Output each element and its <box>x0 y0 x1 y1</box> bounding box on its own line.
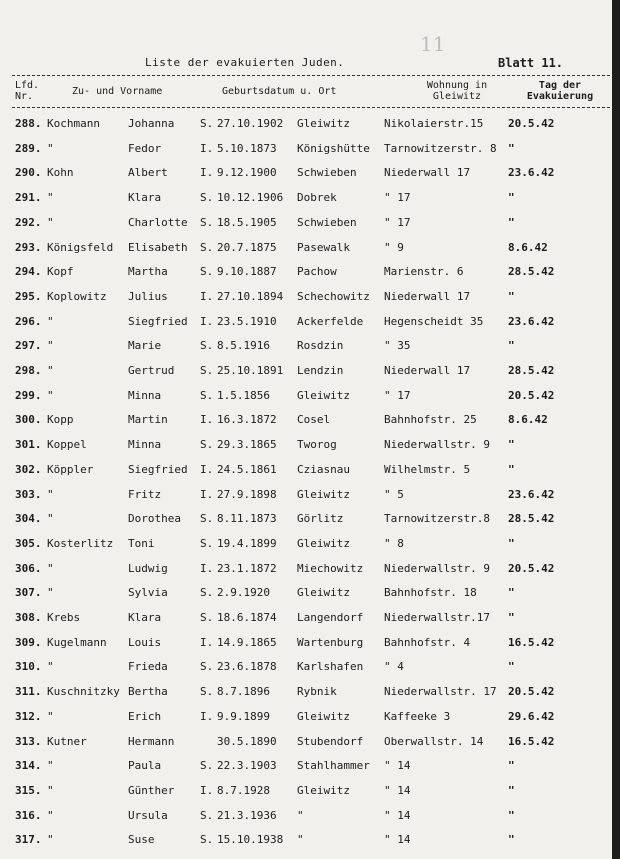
birth-date: 16.3.1872 <box>217 413 277 427</box>
entry-number: 313. <box>15 734 42 748</box>
first-name: Bertha <box>128 685 168 699</box>
entry-number: 302. <box>15 462 42 476</box>
first-name: Marie <box>128 339 162 353</box>
address: Bahnhofstr. 25 <box>384 413 477 427</box>
first-name: Elisabeth <box>128 240 188 254</box>
table-row <box>0 537 612 561</box>
table-row <box>0 191 612 215</box>
birth-place: Görlitz <box>297 512 344 526</box>
religion-mark: S. <box>200 339 214 353</box>
birth-date: 10.12.1906 <box>217 191 284 205</box>
religion-mark: I. <box>200 166 214 180</box>
religion-mark: S. <box>200 215 214 229</box>
first-name: Suse <box>128 833 155 847</box>
birth-place: Cosel <box>297 413 331 427</box>
address: Niederwall 17 <box>384 166 471 180</box>
entry-number: 317. <box>15 833 42 847</box>
entry-number: 315. <box>15 783 42 797</box>
entry-number: 316. <box>15 808 42 822</box>
header-lfd-line2: Nr. <box>15 91 34 102</box>
birth-date: 8.7.1928 <box>217 783 270 797</box>
birth-date: 8.7.1896 <box>217 685 270 699</box>
evacuation-date: 20.5.42 <box>508 685 555 699</box>
evacuation-date: 8.6.42 <box>508 240 548 254</box>
birth-place: Langendorf <box>297 611 364 624</box>
evacuation-date: 28.5.42 <box>508 512 555 526</box>
birth-date: 19.4.1899 <box>217 536 277 550</box>
evacuation-date: " <box>508 339 515 353</box>
birth-date: 15.10.1938 <box>217 833 284 847</box>
table-row <box>0 364 612 388</box>
surname: " <box>47 808 54 822</box>
entry-number: 296. <box>15 314 42 328</box>
evacuation-date: " <box>508 289 515 303</box>
table-row <box>0 685 612 709</box>
evacuation-date: " <box>508 660 515 674</box>
address: Marienstr. 6 <box>384 265 464 279</box>
surname: " <box>47 833 54 847</box>
surname: " <box>47 314 54 328</box>
surname: Kosterlitz <box>47 536 114 550</box>
birth-place: Gleiwitz <box>297 709 350 723</box>
header-address <box>412 80 502 102</box>
evacuation-date: " <box>508 462 515 476</box>
birth-place: Lendzin <box>297 364 344 377</box>
birth-place: Rybnik <box>297 685 337 699</box>
evacuation-date: " <box>508 215 515 229</box>
entry-number: 294. <box>15 265 42 279</box>
birth-date: 27.10.1894 <box>217 289 284 303</box>
header-name: Zu- und Vorname <box>72 86 163 97</box>
religion-mark: S. <box>200 438 214 452</box>
birth-place: Gleiwitz <box>297 117 350 130</box>
entry-number: 306. <box>15 561 42 575</box>
surname: Kutner <box>47 734 87 748</box>
table-row <box>0 611 612 635</box>
birth-date: 9.9.1899 <box>217 709 270 723</box>
religion-mark: S. <box>200 660 214 674</box>
birth-place: Rosdzin <box>297 339 344 353</box>
header-lfd <box>15 80 39 102</box>
surname: Kopf <box>47 265 74 279</box>
surname: " <box>47 339 54 353</box>
surname: " <box>47 709 54 723</box>
evacuation-date: " <box>508 536 515 550</box>
birth-place: Schwieben <box>297 166 357 180</box>
address: " 17 <box>384 191 411 205</box>
birth-date: 9.10.1887 <box>217 265 277 279</box>
table-row <box>0 710 612 734</box>
evacuation-date: " <box>508 783 515 797</box>
table-row <box>0 216 612 240</box>
address: Niederwallstr.17 <box>384 611 490 624</box>
surname: " <box>47 660 54 674</box>
birth-date: 24.5.1861 <box>217 462 277 476</box>
religion-mark: S. <box>200 364 214 377</box>
birth-date: 22.3.1903 <box>217 759 277 773</box>
table-row <box>0 586 612 610</box>
birth-date: 2.9.1920 <box>217 586 270 600</box>
address: Bahnhofstr. 4 <box>384 635 471 649</box>
birth-place: " <box>297 808 304 822</box>
birth-date: 21.3.1936 <box>217 808 277 822</box>
address: Nikolaierstr.15 <box>384 117 484 130</box>
header-lfd-line1: Lfd. <box>15 80 40 91</box>
first-name: Sylvia <box>128 586 168 600</box>
header-bottom-rule <box>12 107 610 108</box>
address: " 14 <box>384 833 411 847</box>
table-row <box>0 166 612 190</box>
address: Niederwall 17 <box>384 364 471 377</box>
religion-mark: I. <box>200 462 214 476</box>
first-name: Louis <box>128 635 162 649</box>
surname: " <box>47 512 54 526</box>
first-name: Gertrud <box>128 364 175 377</box>
evacuation-date: " <box>508 141 515 155</box>
birth-date: 8.5.1916 <box>217 339 270 353</box>
evacuation-date: " <box>508 808 515 822</box>
religion-mark: I. <box>200 487 214 501</box>
entry-number: 293. <box>15 240 42 254</box>
surname: " <box>47 364 54 377</box>
birth-date: 27.10.1902 <box>217 117 284 130</box>
birth-date: 23.6.1878 <box>217 660 277 674</box>
birth-date: 9.12.1900 <box>217 166 277 180</box>
first-name: Ludwig <box>128 561 168 575</box>
entry-number: 307. <box>15 586 42 600</box>
table-row <box>0 389 612 413</box>
entry-number: 288. <box>15 117 42 130</box>
birth-date: 30.5.1890 <box>217 734 277 748</box>
first-name: Siegfried <box>128 314 188 328</box>
religion-mark: S. <box>200 240 214 254</box>
table-row <box>0 142 612 166</box>
first-name: Klara <box>128 611 162 624</box>
address: Bahnhofstr. 18 <box>384 586 477 600</box>
religion-mark: I. <box>200 289 214 303</box>
table-row <box>0 512 612 536</box>
surname: " <box>47 191 54 205</box>
address: " 9 <box>384 240 404 254</box>
birth-place: Stubendorf <box>297 734 364 748</box>
religion-mark: S. <box>200 512 214 526</box>
surname: Kochmann <box>47 117 100 130</box>
header-date <box>514 80 606 102</box>
birth-place: Königshütte <box>297 141 370 155</box>
religion-mark: S. <box>200 536 214 550</box>
address: " 8 <box>384 536 404 550</box>
evacuation-date: 8.6.42 <box>508 413 548 427</box>
evacuation-date: 23.6.42 <box>508 487 555 501</box>
birth-place: Tworog <box>297 438 337 452</box>
entry-number: 305. <box>15 536 42 550</box>
pencil-mark: 11 <box>420 32 446 56</box>
first-name: Martha <box>128 265 168 279</box>
birth-place: Wartenburg <box>297 635 364 649</box>
address: " 14 <box>384 759 411 773</box>
entry-number: 300. <box>15 413 42 427</box>
entry-number: 310. <box>15 660 42 674</box>
evacuation-date: " <box>508 586 515 600</box>
entry-number: 311. <box>15 685 42 699</box>
table-row <box>0 339 612 363</box>
surname: Kuschnitzky <box>47 685 120 699</box>
surname: Kopp <box>47 413 74 427</box>
evacuation-date: 29.6.42 <box>508 709 555 723</box>
birth-place: Schechowitz <box>297 289 370 303</box>
evacuation-date: " <box>508 191 515 205</box>
surname: Köppler <box>47 462 94 476</box>
first-name: Dorothea <box>128 512 181 526</box>
address: Hegenscheidt 35 <box>384 314 484 328</box>
birth-date: 18.5.1905 <box>217 215 277 229</box>
religion-mark: S. <box>200 586 214 600</box>
header-date-line1: Tag der <box>538 80 582 91</box>
birth-place: Ackerfelde <box>297 314 364 328</box>
address: Oberwallstr. 14 <box>384 734 484 748</box>
religion-mark: I. <box>200 783 214 797</box>
address: " 14 <box>384 808 411 822</box>
header-address-line2: Gleiwitz <box>432 91 482 102</box>
scan-edge <box>612 0 620 859</box>
birth-date: 23.5.1910 <box>217 314 277 328</box>
address: Kaffeeke 3 <box>384 709 451 723</box>
birth-date: 1.5.1856 <box>217 388 270 402</box>
entry-number: 303. <box>15 487 42 501</box>
evacuation-date: " <box>508 833 515 847</box>
table-row <box>0 438 612 462</box>
address: " 14 <box>384 783 411 797</box>
birth-place: Cziasnau <box>297 462 350 476</box>
religion-mark: S. <box>200 191 214 205</box>
table-row <box>0 315 612 339</box>
surname: " <box>47 783 54 797</box>
table-row <box>0 759 612 783</box>
table-row <box>0 413 612 437</box>
birth-date: 8.11.1873 <box>217 512 277 526</box>
table-row <box>0 117 612 141</box>
birth-date: 29.3.1865 <box>217 438 277 452</box>
evacuation-date: 28.5.42 <box>508 265 555 279</box>
entry-number: 297. <box>15 339 42 353</box>
birth-place: Schwieben <box>297 215 357 229</box>
entry-number: 299. <box>15 388 42 402</box>
document-title: Liste der evakuierten Juden. <box>145 56 345 69</box>
first-name: Johanna <box>128 117 175 130</box>
religion-mark: S. <box>200 685 214 699</box>
entry-number: 301. <box>15 438 42 452</box>
first-name: Fritz <box>128 487 162 501</box>
religion-mark: S. <box>200 388 214 402</box>
surname: " <box>47 561 54 575</box>
religion-mark: I. <box>200 141 214 155</box>
first-name: Minna <box>128 388 162 402</box>
first-name: Klara <box>128 191 162 205</box>
evacuation-date: 20.5.42 <box>508 561 555 575</box>
birth-place: Gleiwitz <box>297 536 350 550</box>
birth-date: 20.7.1875 <box>217 240 277 254</box>
birth-place: Stahlhammer <box>297 759 370 773</box>
surname: Koppel <box>47 438 87 452</box>
table-row <box>0 660 612 684</box>
entry-number: 291. <box>15 191 42 205</box>
first-name: Hermann <box>128 734 175 748</box>
religion-mark: I. <box>200 413 214 427</box>
table-row <box>0 241 612 265</box>
first-name: Julius <box>128 289 168 303</box>
entry-number: 304. <box>15 512 42 526</box>
table-row <box>0 488 612 512</box>
religion-mark: I. <box>200 635 214 649</box>
address: Wilhelmstr. 5 <box>384 462 471 476</box>
address: Niederwallstr. 9 <box>384 561 490 575</box>
birth-place: Gleiwitz <box>297 586 350 600</box>
religion-mark: S. <box>200 265 214 279</box>
table-row <box>0 463 612 487</box>
surname: " <box>47 141 54 155</box>
evacuation-date: " <box>508 759 515 773</box>
birth-date: 5.10.1873 <box>217 141 277 155</box>
surname: Koplowitz <box>47 289 107 303</box>
religion-mark: I. <box>200 561 214 575</box>
table-row <box>0 265 612 289</box>
first-name: Charlotte <box>128 215 188 229</box>
birth-place: Pachow <box>297 265 337 279</box>
table-row <box>0 290 612 314</box>
surname: Königsfeld <box>47 240 114 254</box>
first-name: Minna <box>128 438 162 452</box>
birth-date: 27.9.1898 <box>217 487 277 501</box>
address: Tarnowitzerstr.8 <box>384 512 490 526</box>
table-row <box>0 784 612 808</box>
religion-mark: S. <box>200 759 214 773</box>
evacuation-date: 28.5.42 <box>508 364 555 377</box>
evacuation-date: 20.5.42 <box>508 117 555 130</box>
address: " 4 <box>384 660 404 674</box>
first-name: Martin <box>128 413 168 427</box>
entry-number: 309. <box>15 635 42 649</box>
table-row <box>0 809 612 833</box>
header-address-line1: Wohnung in <box>426 80 488 91</box>
address: Niederwall 17 <box>384 289 471 303</box>
evacuation-date: 23.6.42 <box>508 314 555 328</box>
evacuation-date: 16.5.42 <box>508 635 555 649</box>
table-row <box>0 636 612 660</box>
birth-place: Gleiwitz <box>297 487 350 501</box>
address: Niederwallstr. 17 <box>384 685 497 699</box>
entry-number: 292. <box>15 215 42 229</box>
birth-place: " <box>297 833 304 847</box>
religion-mark: S. <box>200 833 214 847</box>
evacuation-date: 20.5.42 <box>508 388 555 402</box>
sheet-number: Blatt 11. <box>498 56 564 70</box>
surname: Kohn <box>47 166 74 180</box>
surname: Krebs <box>47 611 81 624</box>
surname: " <box>47 388 54 402</box>
address: " 17 <box>384 215 411 229</box>
entry-number: 308. <box>15 611 42 624</box>
birth-date: 14.9.1865 <box>217 635 277 649</box>
first-name: Ursula <box>128 808 168 822</box>
first-name: Erich <box>128 709 162 723</box>
birth-place: Gleiwitz <box>297 783 350 797</box>
entry-number: 290. <box>15 166 42 180</box>
evacuation-date: " <box>508 611 515 624</box>
birth-place: Gleiwitz <box>297 388 350 402</box>
address: " 5 <box>384 487 404 501</box>
entry-number: 298. <box>15 364 42 377</box>
birth-date: 25.10.1891 <box>217 364 284 377</box>
birth-date: 23.1.1872 <box>217 561 277 575</box>
first-name: Frieda <box>128 660 168 674</box>
address: Tarnowitzerstr. 8 <box>384 141 497 155</box>
entry-number: 289. <box>15 141 42 155</box>
birth-place: Miechowitz <box>297 561 364 575</box>
first-name: Albert <box>128 166 168 180</box>
birth-date: 18.6.1874 <box>217 611 277 624</box>
religion-mark: S. <box>200 611 214 624</box>
first-name: Fedor <box>128 141 162 155</box>
table-row <box>0 833 612 857</box>
evacuation-date: 23.6.42 <box>508 166 555 180</box>
table-row <box>0 735 612 759</box>
religion-mark: I. <box>200 709 214 723</box>
religion-mark: S. <box>200 117 214 130</box>
birth-place: Karlshafen <box>297 660 364 674</box>
address: " 17 <box>384 388 411 402</box>
birth-place: Dobrek <box>297 191 337 205</box>
entry-number: 314. <box>15 759 42 773</box>
birth-place: Pasewalk <box>297 240 350 254</box>
table-row <box>0 562 612 586</box>
header-birth: Geburtsdatum u. Ort <box>222 86 337 97</box>
surname: Kugelmann <box>47 635 107 649</box>
surname: " <box>47 586 54 600</box>
first-name: Günther <box>128 783 175 797</box>
religion-mark: S. <box>200 808 214 822</box>
evacuation-date: 16.5.42 <box>508 734 555 748</box>
entry-number: 295. <box>15 289 42 303</box>
surname: " <box>47 487 54 501</box>
address: " 35 <box>384 339 411 353</box>
header-date-line2: Evakuierung <box>526 91 594 102</box>
religion-mark: I. <box>200 314 214 328</box>
address: Niederwallstr. 9 <box>384 438 490 452</box>
first-name: Toni <box>128 536 155 550</box>
first-name: Siegfried <box>128 462 188 476</box>
surname: " <box>47 215 54 229</box>
header-top-rule <box>12 75 610 76</box>
evacuation-date: " <box>508 438 515 452</box>
surname: " <box>47 759 54 773</box>
first-name: Paula <box>128 759 162 773</box>
entry-number: 312. <box>15 709 42 723</box>
